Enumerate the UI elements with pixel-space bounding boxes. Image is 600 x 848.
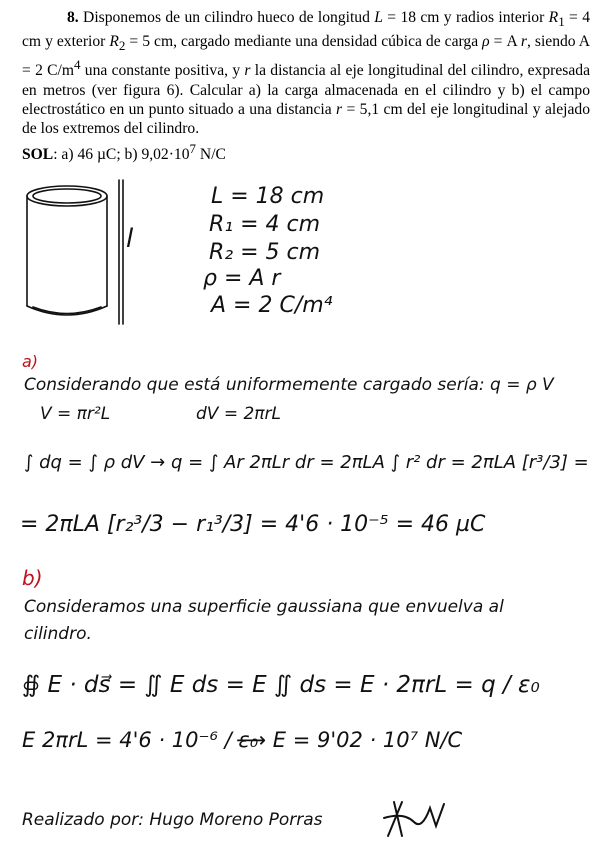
given-R2: R₂ = 5 cm bbox=[209, 240, 321, 265]
part-a-integral: ∫ dq = ∫ ρ dV → q = ∫ Ar 2πLr dr = 2πLA ∫ r² dr = 2πLA [r³/3] = bbox=[24, 452, 589, 473]
part-b-label: b) bbox=[22, 566, 43, 590]
part-a-dvolume: dV = 2πrL bbox=[196, 404, 281, 424]
given-R1: R₁ = 4 cm bbox=[209, 212, 321, 237]
problem-paragraph: 8. Disponemos de un cilindro hueco de longitud L = 18 cm y radios interior $R_1 = 4$ cm y exterior $R_2 = 5$ cm, cargado mediante una densidad cúbica de carga ρ = A r, siendo A = 2 $C/m^4$ una constante positiva, y r la distancia al eje longitudinal del cilindro, expresada en metros (ver figura 6). Calcular a) la carga almacenada en el cilindro y b) el campo electrostático en un punto situado a una distancia r = 5,1 cm del eje longitudinal y alejado de los extremos del cilindro. bbox=[22, 9, 591, 138]
given-A: A = 2 C/m⁴ bbox=[211, 293, 333, 318]
signature-mark bbox=[380, 796, 460, 844]
solution-line: SOL: a) 46 µC; b) $9,02\cdot 10^7$ N/C bbox=[22, 140, 226, 164]
part-a-result: = 2πLA [r₂³/3 − r₁³/3] = 4'6 · 10⁻⁵ = 46 µC bbox=[20, 512, 486, 537]
author-credit: Realizado por: Hugo Moreno Porras bbox=[22, 810, 323, 830]
part-a-volume: V = πr²L bbox=[40, 404, 111, 424]
part-b-line1: Consideramos una superficie gaussiana que envuelva al bbox=[24, 597, 504, 617]
given-rho: ρ = A r bbox=[203, 266, 281, 291]
part-b-line2: cilindro. bbox=[24, 624, 92, 644]
given-L: L = 18 cm bbox=[211, 184, 325, 209]
part-b-gauss: ∯ E · ds⃗ = ∬ E ds = E ∬ ds = E · 2πrL = q / ε₀ bbox=[22, 672, 540, 698]
part-b-field-eq: E 2πrL = 4'6 · 10⁻⁶ / ε₀ bbox=[22, 728, 259, 752]
length-label: l bbox=[126, 224, 134, 254]
problem-number: 8. bbox=[67, 9, 79, 26]
part-a-line1: Considerando que está uniformemente cargado sería: q = ρ V bbox=[24, 375, 554, 395]
problem-statement bbox=[22, 8, 590, 164]
part-b-field-result: ⟶ E = 9'02 · 10⁷ N/C bbox=[236, 728, 463, 752]
part-a-label: a) bbox=[22, 352, 39, 371]
